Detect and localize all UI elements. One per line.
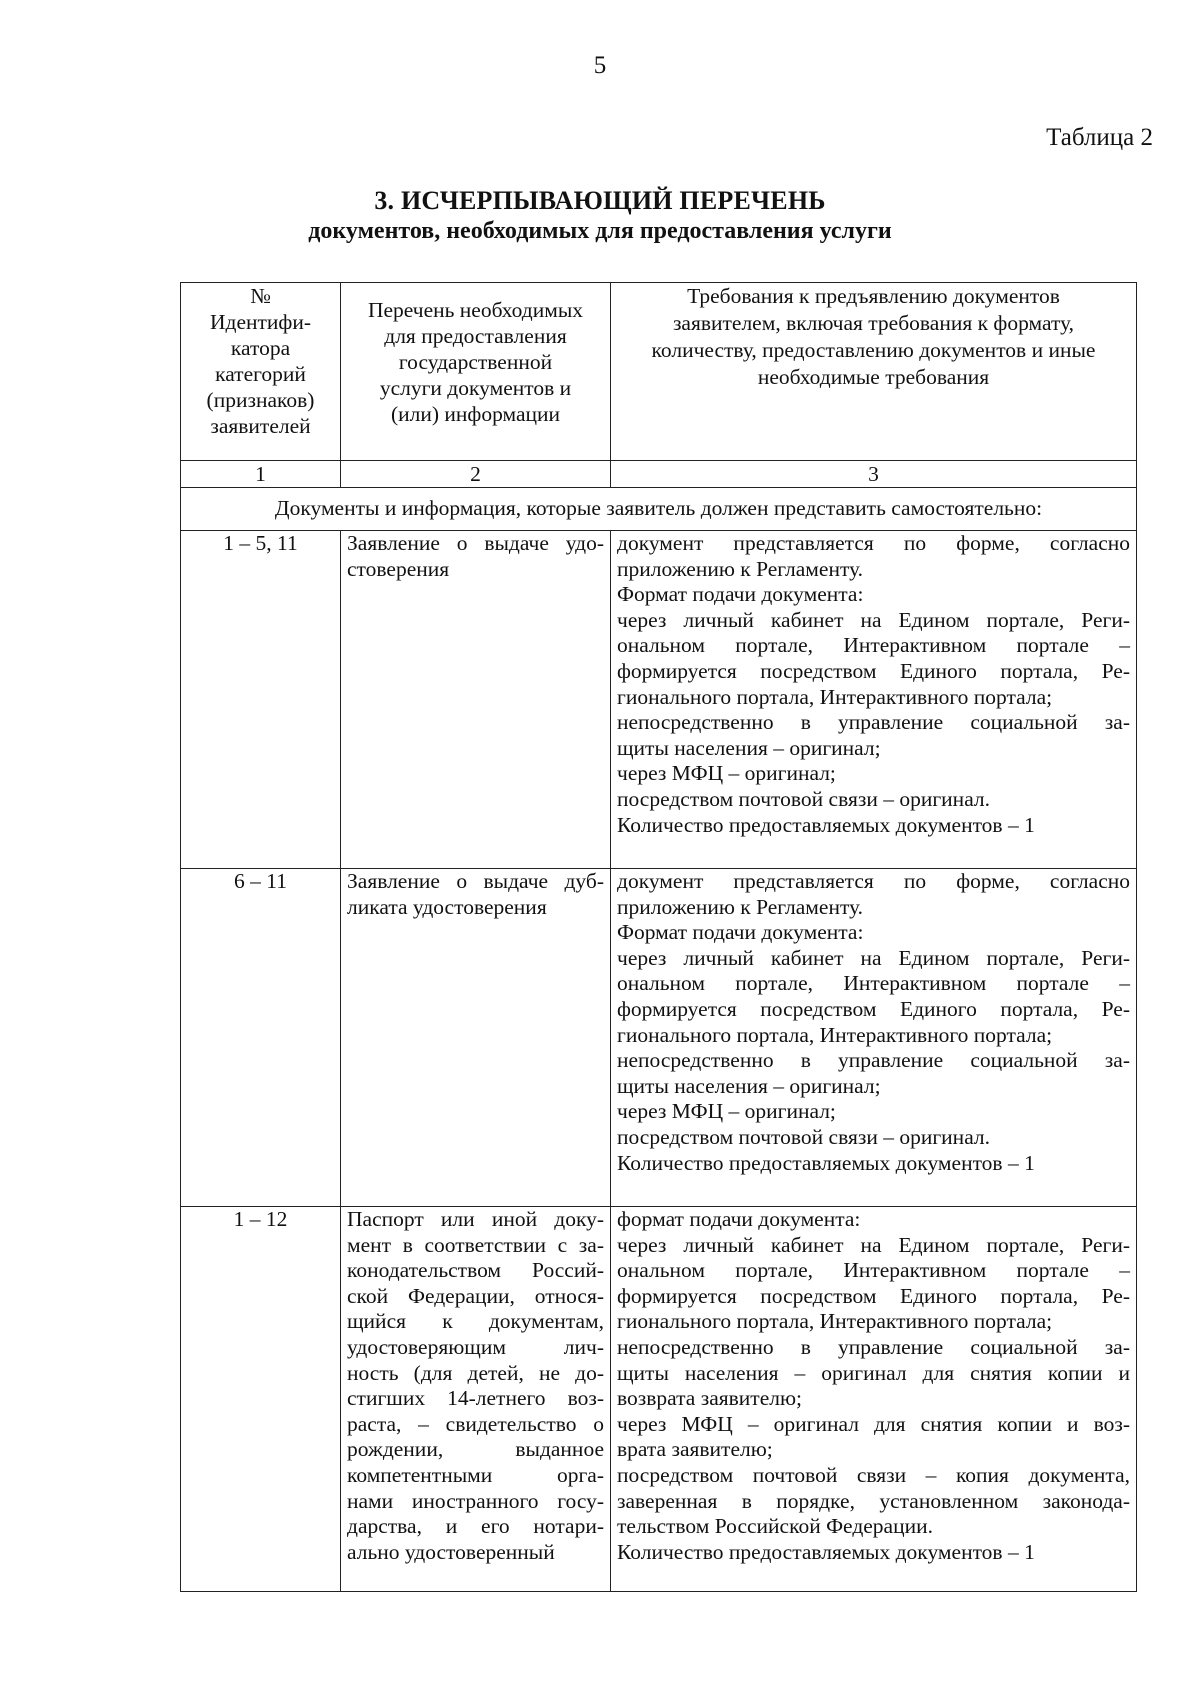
header-line: необходимые требования — [757, 365, 990, 389]
cell-text-line: Формат подачи документа: — [617, 920, 864, 945]
cell-text-line: через личный кабинет на Едином портале, Реги- — [617, 607, 1130, 632]
cell-text-line: тельством Российской Федерации. — [617, 1514, 933, 1539]
header-line: услуги документов и — [379, 376, 572, 400]
cell-text-line: стигших 14-летнего воз- — [347, 1386, 604, 1411]
cell-text-line: приложению к Регламенту. — [617, 894, 864, 919]
header-line: (или) информации — [390, 402, 561, 426]
cell-text-line: щиты населения – оригинал; — [617, 735, 881, 760]
cell-text-line: формируется посредством Единого портала, Ре- — [617, 658, 1130, 683]
cell-text-line: через МФЦ – оригинал; — [617, 1099, 836, 1124]
header-line: Идентифи- — [209, 310, 311, 334]
header-line: (признаков) — [206, 388, 315, 412]
cell-text-line: компетентными орга- — [347, 1462, 604, 1487]
header-line: заявителем, включая требования к формату, — [672, 311, 1075, 335]
applicant-category-id: 1 – 5, 11 — [181, 531, 341, 869]
cell-text-line: мент в соответствии с за- — [347, 1232, 604, 1257]
document-title: 3. ИСЧЕРПЫВАЮЩИЙ ПЕРЕЧЕНЬ — [374, 186, 826, 215]
cell-text-line: заверенная в порядке, установленном законода- — [617, 1488, 1130, 1513]
table-row — [181, 869, 1137, 1207]
cell-text-line: непосредственно в управление социальной за- — [617, 1334, 1130, 1359]
applicant-category-id: 6 – 11 — [181, 869, 341, 1207]
cell-text-line: ской Федерации, относя- — [347, 1283, 604, 1308]
cell-text-line: щийся к документам, — [347, 1309, 604, 1334]
table-header-row — [181, 283, 1137, 461]
cell-text-line: ональном портале, Интерактивном портале – — [617, 971, 1130, 996]
header-line: Перечень необходимых — [367, 298, 584, 322]
cell-text-line: ально удостоверенный — [347, 1539, 555, 1564]
cell-text-line: щиты населения – оригинал для снятия копии и — [617, 1360, 1130, 1385]
cell-text-line: возврата заявителю; — [617, 1386, 802, 1411]
cell-text-line: через личный кабинет на Едином портале, Реги- — [617, 945, 1130, 970]
cell-text-line: щиты населения – оригинал; — [617, 1073, 881, 1098]
cell-text-line: посредством почтовой связи – оригинал. — [617, 1124, 991, 1149]
header-line: заявителей — [210, 414, 311, 438]
cell-text-line: через личный кабинет на Едином портале, Реги- — [617, 1232, 1130, 1257]
cell-text-line: формируется посредством Единого портала, Ре- — [617, 1283, 1130, 1308]
table-label: Таблица 2 — [1046, 124, 1153, 151]
cell-text-line: ональном портале, Интерактивном портале – — [617, 1258, 1130, 1283]
header-line: Требования к предъявлению документов — [687, 284, 1060, 308]
cell-text-line: непосредственно в управление социальной за- — [617, 710, 1130, 735]
cell-text-line: гионального портала, Интерактивного портала; — [617, 684, 1053, 709]
document-requirements — [611, 531, 1137, 869]
cell-text-line: формируется посредством Единого портала, Ре- — [617, 996, 1130, 1021]
header-identifier — [181, 283, 341, 461]
column-number: 3 — [611, 461, 1137, 488]
cell-text-line: ность (для детей, не до- — [347, 1360, 604, 1385]
cell-text-line: рождении, выданное — [347, 1437, 604, 1462]
cell-text-line: конодательством Россий- — [347, 1258, 604, 1283]
cell-text-line: нами иностранного госу- — [347, 1488, 604, 1513]
cell-text-line: гионального портала, Интерактивного портала; — [617, 1309, 1053, 1334]
cell-text-line: через МФЦ – оригинал для снятия копии и воз- — [617, 1411, 1130, 1436]
cell-text-line: дарства, и его нотари- — [347, 1514, 604, 1539]
document-subtitle: документов, необходимых для предоставления услуги — [308, 218, 892, 244]
cell-text-line: посредством почтовой связи – копия документа, — [617, 1462, 1130, 1487]
header-line: государственной — [398, 350, 553, 374]
applicant-category-id: 1 – 12 — [181, 1207, 341, 1592]
header-line: категорий — [215, 362, 306, 386]
column-number-row — [181, 461, 1137, 488]
document-name — [341, 869, 611, 1207]
cell-text-line: через МФЦ – оригинал; — [617, 761, 836, 786]
cell-text-line: удостоверяющим лич- — [347, 1334, 604, 1359]
cell-text-line: стоверения — [347, 556, 450, 581]
cell-text-line: приложению к Регламенту. — [617, 556, 864, 581]
table-row — [181, 1207, 1137, 1592]
column-number: 2 — [341, 461, 611, 488]
cell-text-line: документ представляется по форме, согласно — [617, 531, 1130, 555]
cell-text-line: Количество предоставляемых документов – 1 — [617, 1539, 1035, 1564]
document-requirements — [611, 869, 1137, 1207]
cell-text-line: Паспорт или иной доку- — [347, 1207, 604, 1231]
document-name — [341, 1207, 611, 1592]
header-line: количеству, предоставлению документов и иные — [651, 338, 1096, 362]
cell-text-line: посредством почтовой связи – оригинал. — [617, 786, 991, 811]
cell-text-line: Формат подачи документа: — [617, 582, 864, 607]
documents-table — [180, 282, 1137, 1592]
cell-text-line: ликата удостоверения — [347, 894, 547, 919]
cell-text-line: документ представляется по форме, согласно — [617, 869, 1130, 893]
page-number: 5 — [593, 52, 607, 79]
section-title: Документы и информация, которые заявитель должен представить самостоятельно: — [181, 488, 1137, 531]
cell-text-line: гионального портала, Интерактивного портала; — [617, 1022, 1053, 1047]
cell-text-line: Заявление о выдаче дуб- — [347, 869, 604, 893]
cell-text-line: Количество предоставляемых документов – 1 — [617, 812, 1035, 837]
header-line: для предоставления — [384, 324, 567, 348]
cell-text-line: раста, – свидетельство о — [347, 1411, 604, 1436]
cell-text-line: непосредственно в управление социальной за- — [617, 1048, 1130, 1073]
document-name — [341, 531, 611, 869]
cell-text-line: ональном портале, Интерактивном портале – — [617, 633, 1130, 658]
header-line: катора — [230, 336, 291, 360]
header-line: № — [250, 284, 271, 308]
column-number: 1 — [181, 461, 341, 488]
cell-text-line: врата заявителю; — [617, 1437, 773, 1462]
cell-text-line: Количество предоставляемых документов – 1 — [617, 1150, 1035, 1175]
header-document-list — [341, 283, 611, 461]
cell-text-line: формат подачи документа: — [617, 1207, 861, 1231]
table-row — [181, 531, 1137, 869]
header-requirements — [611, 283, 1137, 461]
document-requirements — [611, 1207, 1137, 1592]
section-row — [181, 488, 1137, 531]
cell-text-line: Заявление о выдаче удо- — [347, 531, 604, 555]
